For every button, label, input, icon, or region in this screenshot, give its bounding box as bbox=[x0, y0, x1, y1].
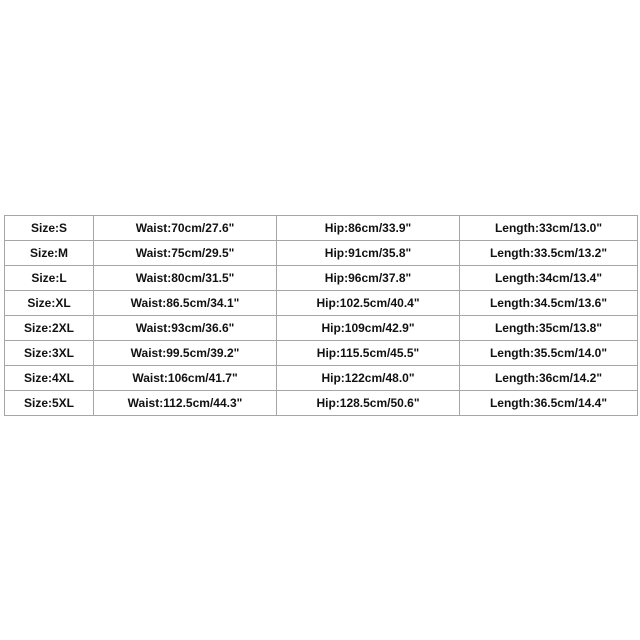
hip-cell: Hip:122cm/48.0" bbox=[277, 366, 460, 391]
hip-cell: Hip:128.5cm/50.6" bbox=[277, 391, 460, 416]
length-cell: Length:35.5cm/14.0" bbox=[460, 341, 638, 366]
waist-cell: Waist:99.5cm/39.2" bbox=[94, 341, 277, 366]
hip-cell: Hip:96cm/37.8" bbox=[277, 266, 460, 291]
table-row bbox=[5, 266, 638, 291]
length-cell: Length:34.5cm/13.6" bbox=[460, 291, 638, 316]
size-cell: Size:S bbox=[5, 216, 94, 241]
table-row bbox=[5, 341, 638, 366]
length-cell: Length:34cm/13.4" bbox=[460, 266, 638, 291]
waist-cell: Waist:86.5cm/34.1" bbox=[94, 291, 277, 316]
waist-cell: Waist:112.5cm/44.3" bbox=[94, 391, 277, 416]
length-cell: Length:36.5cm/14.4" bbox=[460, 391, 638, 416]
length-cell: Length:35cm/13.8" bbox=[460, 316, 638, 341]
size-cell: Size:5XL bbox=[5, 391, 94, 416]
waist-cell: Waist:80cm/31.5" bbox=[94, 266, 277, 291]
hip-cell: Hip:115.5cm/45.5" bbox=[277, 341, 460, 366]
waist-cell: Waist:93cm/36.6" bbox=[94, 316, 277, 341]
table-row bbox=[5, 391, 638, 416]
size-cell: Size:2XL bbox=[5, 316, 94, 341]
size-cell: Size:4XL bbox=[5, 366, 94, 391]
size-cell: Size:3XL bbox=[5, 341, 94, 366]
table-row bbox=[5, 291, 638, 316]
hip-cell: Hip:102.5cm/40.4" bbox=[277, 291, 460, 316]
hip-cell: Hip:86cm/33.9" bbox=[277, 216, 460, 241]
waist-cell: Waist:70cm/27.6" bbox=[94, 216, 277, 241]
table-row bbox=[5, 241, 638, 266]
waist-cell: Waist:106cm/41.7" bbox=[94, 366, 277, 391]
length-cell: Length:33cm/13.0" bbox=[460, 216, 638, 241]
size-cell: Size:XL bbox=[5, 291, 94, 316]
hip-cell: Hip:91cm/35.8" bbox=[277, 241, 460, 266]
size-chart-table bbox=[4, 215, 638, 416]
size-cell: Size:L bbox=[5, 266, 94, 291]
table-row bbox=[5, 366, 638, 391]
hip-cell: Hip:109cm/42.9" bbox=[277, 316, 460, 341]
waist-cell: Waist:75cm/29.5" bbox=[94, 241, 277, 266]
length-cell: Length:36cm/14.2" bbox=[460, 366, 638, 391]
table-row bbox=[5, 216, 638, 241]
size-cell: Size:M bbox=[5, 241, 94, 266]
table-row bbox=[5, 316, 638, 341]
length-cell: Length:33.5cm/13.2" bbox=[460, 241, 638, 266]
